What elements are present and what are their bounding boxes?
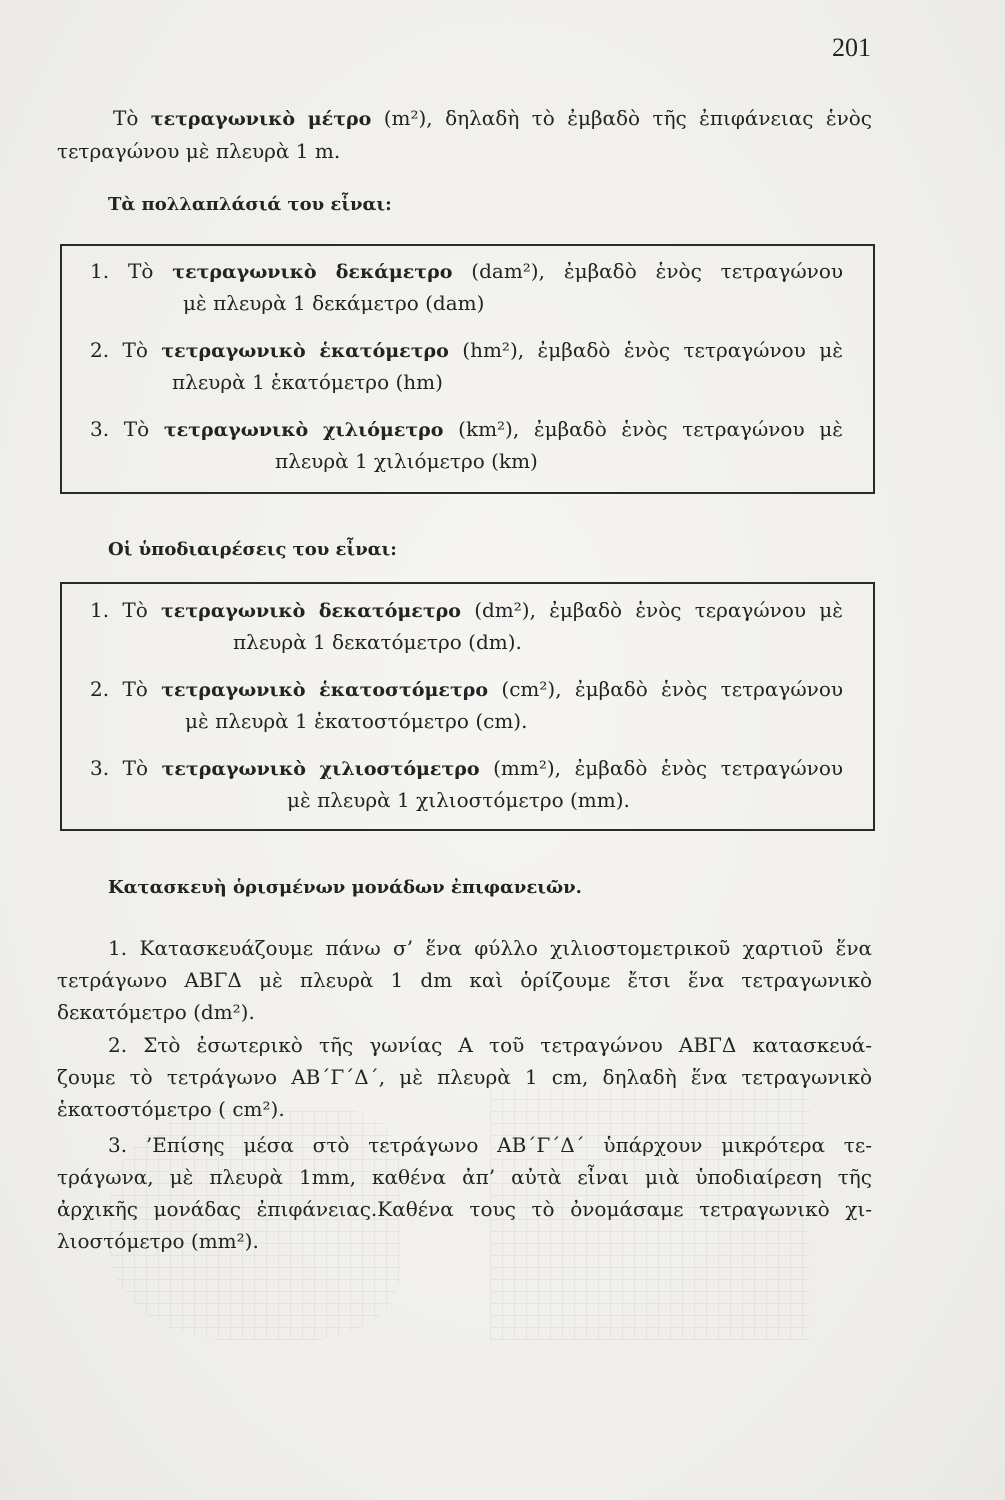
term-square-metre: τετραγωνικὸ μέτρο — [150, 108, 372, 130]
multiples-item-1 — [90, 256, 843, 319]
multiples-heading: Τὰ πολλαπλάσιά του εἶναι: — [108, 194, 392, 215]
submultiples-heading: Οἱ ὑποδιαιρέσεις του εἶναι: — [108, 539, 397, 560]
item-number: 2. — [90, 338, 110, 362]
construction-paragraph-3 — [57, 1129, 872, 1257]
item-line-2: μὲ πλευρὰ 1 χιλιοστόμετρο (mm). — [287, 788, 630, 812]
paragraph-line: 2. Στὸ ἐσωτερικὸ τῆς γωνίας Α τοῦ τετραγώνου ΑΒΓΔ κατασκευά- — [108, 1033, 872, 1057]
paragraph-line: λιοστόμετρο (mm²). — [57, 1229, 259, 1253]
item-text-pre: Τὸ — [123, 417, 150, 441]
item-text-pre: Τὸ — [122, 598, 148, 622]
item-text-pre: Τὸ — [122, 338, 148, 362]
item-text-post: (cm²), ἐμβαδὸ ἑνὸς τετραγώνου — [501, 677, 844, 701]
paragraph-line: ἀρχικῆς μονάδας ἐπιφάνειας.Καθένα τους τὸ ὀνομάσαμε τετραγωνικὸ χι- — [57, 1197, 872, 1221]
paragraph-line: δεκατόμετρο (dm²). — [57, 1000, 255, 1024]
multiples-item-2 — [90, 335, 843, 398]
item-line-2: πλευρὰ 1 ἑκατόμετρο (hm) — [172, 370, 443, 394]
item-number: 3. — [90, 417, 110, 441]
intro-line-1 — [57, 102, 872, 135]
term-square-millimetre: τετραγωνικὸ χιλιοστόμετρο — [161, 758, 480, 780]
construction-paragraph-1 — [57, 932, 872, 1028]
term-square-decimetre: τετραγωνικὸ δεκατόμετρο — [161, 600, 461, 622]
construction-heading: Κατασκευὴ ὁρισμένων μονάδων ἐπιφανειῶν. — [108, 877, 582, 898]
submultiples-box — [60, 582, 875, 831]
item-line-2: πλευρὰ 1 χιλιόμετρο (km) — [275, 449, 538, 473]
paragraph-line: ἑκατοστόμετρο ( cm²). — [57, 1097, 285, 1121]
item-line-2: πλευρὰ 1 δεκατόμετρο (dm). — [233, 630, 522, 654]
paragraph-line: 1. Κατασκευάζουμε πάνω σ’ ἕνα φύλλο χιλιοστομετρικοῦ χαρτιοῦ ἕνα — [108, 936, 872, 960]
item-text-pre: Τὸ — [122, 677, 148, 701]
multiples-box — [60, 244, 875, 494]
item-line-2: μὲ πλευρὰ 1 ἑκατοστόμετρο (cm). — [185, 709, 528, 733]
intro-text-post: (m²), δηλαδὴ τὸ ἐμβαδὸ τῆς ἐπιφάνειας ἑνὸς — [383, 106, 872, 130]
item-number: 2. — [90, 677, 110, 701]
item-line-1 — [90, 595, 843, 627]
item-text-pre: Τὸ — [128, 259, 154, 283]
item-text-post: (dm²), ἐμβαδὸ ἑνὸς τεραγώνου μὲ — [474, 598, 844, 622]
item-number: 1. — [90, 259, 110, 283]
item-line-2: μὲ πλευρὰ 1 δεκάμετρο (dam) — [183, 291, 485, 315]
intro-paragraph — [57, 102, 872, 167]
paragraph-line: 3. ’Επίσης μέσα στὸ τετράγωνο ΑΒ΄Γ΄Δ΄ ὑπάρχουν μικρότερα τε- — [108, 1133, 872, 1157]
item-line-1 — [90, 256, 843, 288]
item-number: 3. — [90, 756, 110, 780]
intro-text-pre: Τὸ — [113, 106, 139, 130]
item-text-post: (hm²), ἐμβαδὸ ἑνὸς τετραγώνου μὲ — [462, 338, 844, 362]
paragraph-line: τράγωνα, μὲ πλευρὰ 1mm, καθένα ἀπ’ αὐτὰ εἶναι μιὰ ὑποδιαίρεση τῆς — [57, 1165, 872, 1189]
item-number: 1. — [90, 598, 110, 622]
item-text-post: (km²), ἐμβαδὸ ἑνὸς τετραγώνου μὲ — [458, 417, 844, 441]
item-text-post: (dam²), ἐμβαδὸ ἑνὸς τετραγώνου — [471, 259, 844, 283]
submultiples-item-2 — [90, 674, 843, 737]
item-line-1 — [90, 674, 843, 706]
intro-line-2: τετραγώνου μὲ πλευρὰ 1 m. — [57, 139, 341, 163]
paragraph-line: ζουμε τὸ τετράγωνο ΑΒ΄Γ΄Δ΄, μὲ πλευρὰ 1 cm, δηλαδὴ ἕνα τετραγωνικὸ — [57, 1065, 872, 1089]
submultiples-item-3 — [90, 753, 843, 816]
item-line-1 — [90, 753, 843, 785]
paragraph-line: τετράγωνο ΑΒΓΔ μὲ πλευρὰ 1 dm καὶ ὁρίζουμε ἔτσι ἕνα τετραγωνικὸ — [57, 968, 872, 992]
term-square-hectometre: τετραγωνικὸ ἑκατόμετρο — [161, 340, 449, 362]
submultiples-item-1 — [90, 595, 843, 658]
term-square-centimetre: τετραγωνικὸ ἑκατοστόμετρο — [161, 679, 489, 701]
term-square-kilometre: τετραγωνικὸ χιλιόμετρο — [163, 419, 444, 441]
item-text-pre: Τὸ — [122, 756, 149, 780]
item-line-1 — [90, 335, 843, 367]
term-square-decametre: τετραγωνικὸ δεκάμετρο — [172, 261, 453, 283]
page-number: 201 — [832, 33, 871, 62]
item-line-1 — [90, 414, 843, 446]
multiples-item-3 — [90, 414, 843, 477]
construction-paragraph-2 — [57, 1029, 872, 1125]
item-text-post: (mm²), ἐμβαδὸ ἑνὸς τετραγώνου — [493, 756, 844, 780]
